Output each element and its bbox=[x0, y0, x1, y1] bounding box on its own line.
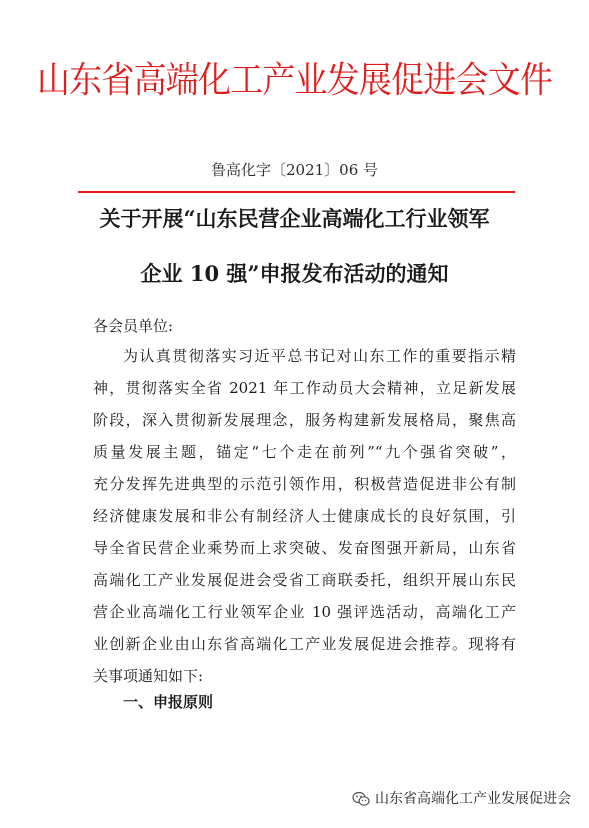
paragraph-line: 营企业高端化工行业领军企业 10 强评选活动，高端化工产 bbox=[93, 603, 516, 621]
paragraph-line: 业创新企业由山东省高端化工产业发展促进会推荐。现将有 bbox=[93, 635, 516, 653]
paragraph-line: 关事项通知如下: bbox=[93, 667, 204, 685]
document-title-line-2: 企业 10 强”申报发布活动的通知 bbox=[140, 261, 449, 286]
paragraph-line: 质量发展主题，锚定“七个走在前列”“九个强省突破”， bbox=[93, 443, 516, 461]
document-header-organization: 山东省高端化工产业发展促进会文件 bbox=[36, 60, 553, 101]
paragraph-line: 为认真贯彻落实习近平总书记对山东工作的重要指示精 bbox=[123, 347, 516, 365]
paragraph-line: 导全省民营企业乘势而上求突破、发奋图强开新局，山东省 bbox=[93, 539, 516, 557]
paragraph-line: 经济健康发展和非公有制经济人士健康成长的良好氛围，引 bbox=[93, 507, 516, 525]
document-number: 鲁高化字〔2021〕06 号 bbox=[210, 161, 379, 179]
red-divider-rule bbox=[78, 191, 515, 193]
paragraph-line: 神，贯彻落实全省 2021 年工作动员大会精神，立足新发展 bbox=[93, 379, 516, 397]
salutation: 各会员单位: bbox=[93, 317, 174, 335]
paragraph-line: 高端化工产业发展促进会受省工商联委托，组织开展山东民 bbox=[93, 571, 516, 589]
paragraph-line: 充分发挥先进典型的示范引领作用，积极营造促进非公有制 bbox=[93, 475, 516, 493]
document-title-line-1: 关于开展“山东民营企业高端化工行业领军 bbox=[99, 206, 490, 231]
wechat-icon bbox=[352, 791, 370, 807]
wechat-account-name: 山东省高端化工产业发展促进会 bbox=[375, 791, 571, 807]
section-heading-application-principles: 一、申报原则 bbox=[123, 693, 214, 711]
paragraph-line: 阶段，深入贯彻新发展理念，服务构建新发展格局，聚焦高 bbox=[93, 411, 516, 429]
wechat-account-watermark bbox=[352, 790, 571, 808]
